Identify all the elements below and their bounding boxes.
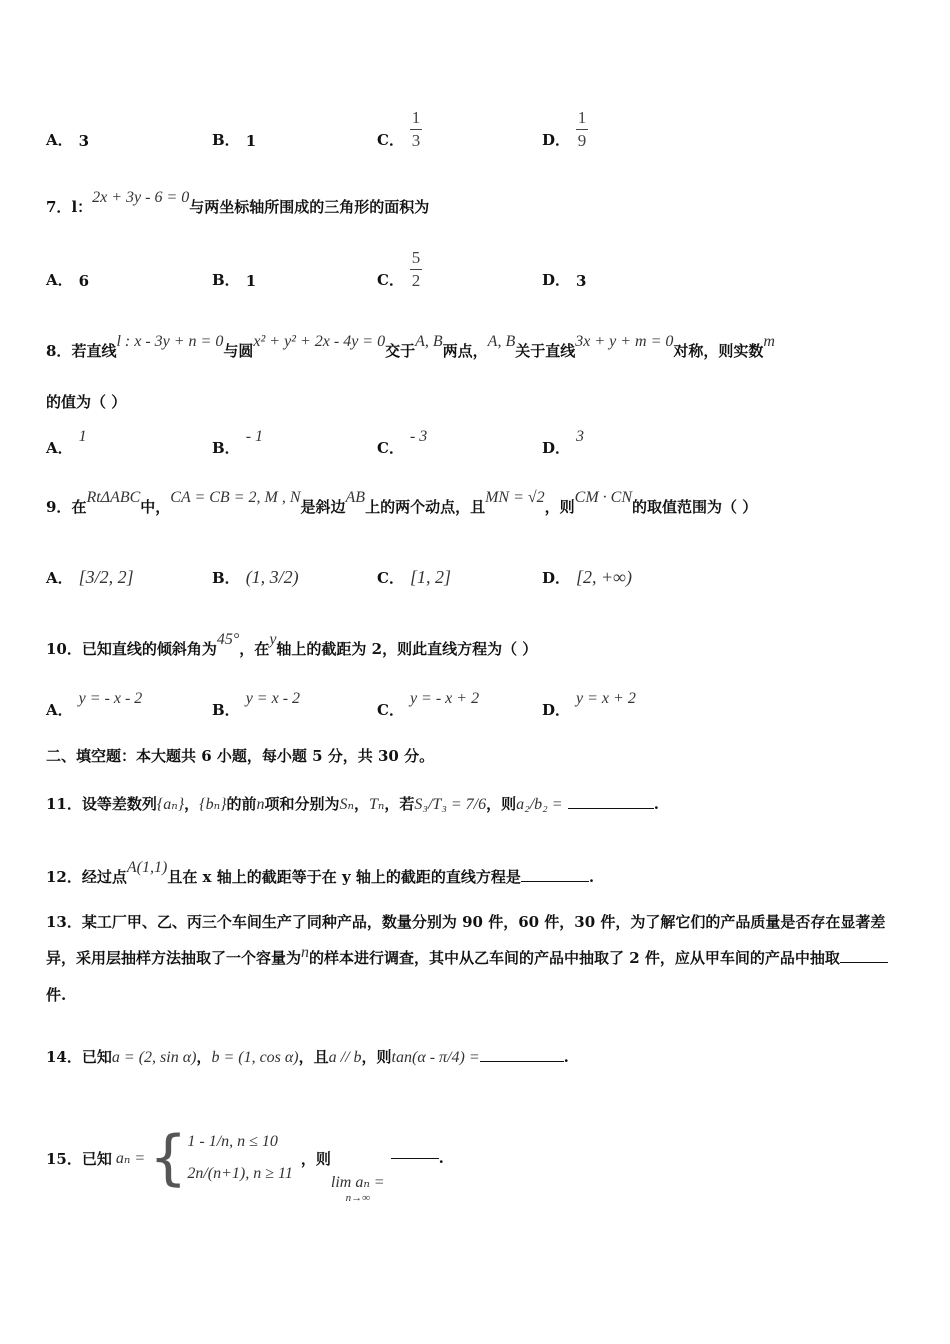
q8-option-a: A． 1 [46, 428, 87, 457]
q8-option-b: B． - 1 [212, 428, 264, 457]
q9-question: 9．在RtΔABC中，CA = CB = 2, M , N是斜边AB上的两个动点，且MN = √2，则CM · CN的取值范围为（ ） [46, 489, 758, 516]
q10-question: 10．已知直线的倾斜角为45°，在y轴上的截距为 2，则此直线方程为（ ） [46, 631, 538, 658]
q6-options [46, 100, 910, 150]
cases-brace: { [149, 1123, 188, 1193]
q7-question: 7．l：2x + 3y - 6 = 0与两坐标轴所围成的三角形的面积为 [46, 189, 430, 216]
q10-option-b: B． y = x - 2 [212, 690, 301, 719]
answer-blank[interactable] [391, 1158, 439, 1159]
q8-option-d: D． 3 [542, 428, 585, 457]
q15-question: 15． 已知 aₙ = { 1 - 1/n, n ≤ 10 2n/(n+1), n ≥ 11 ，则 lim aₙ = n→∞ . [46, 1123, 444, 1204]
answer-blank[interactable] [840, 962, 888, 963]
answer-blank[interactable] [521, 881, 589, 882]
limit-expression: lim aₙ = n→∞ [330, 1174, 385, 1204]
q11-question: 11．设等差数列{aₙ}，{bₙ}的前n项和分别为Sₙ，Tₙ，若S₃/T₃ = 7/6，则a₂/b₂ = . [46, 795, 659, 813]
answer-blank[interactable] [568, 808, 654, 809]
q10-option-d: D． y = x + 2 [542, 690, 636, 719]
fraction: $\frac{1}{9}$ [577, 108, 587, 151]
q6-option-b: B． 1 [212, 131, 257, 150]
q9-option-d: D． [2, +∞) [542, 567, 632, 587]
q9-option-a: A． [3/2, 2] [46, 567, 134, 587]
q7-options [46, 240, 910, 290]
answer-blank[interactable] [480, 1061, 564, 1062]
q12-question: 12．经过点A(1,1)且在 x 轴上的截距等于在 y 轴上的截距的直线方程是 . [46, 859, 595, 886]
q8-question: 8．若直线l : x - 3y + n = 0与圆x² + y² + 2x - 4y = 0交于A, B两点，A, B关于直线3x + y + m = 0对称，则实数m [46, 333, 775, 360]
q6-option-d: D． $\frac{1}{9}$ [542, 108, 587, 151]
q6-option-a: A． 3 [46, 131, 90, 150]
q9-option-b: B． (1, 3/2) [212, 567, 299, 587]
q7-option-c: C． $\frac{5}{2}$ [377, 248, 421, 291]
q9-options [46, 538, 910, 588]
q14-question: 14．已知a = (2, sin α)，b = (1, cos α)，且a // b，则tan(α - π/4) = . [46, 1048, 569, 1066]
section-heading: 二、填空题：本大题共 6 小题，每小题 5 分，共 30 分。 [46, 747, 435, 765]
q6-option-c: C． $\frac{1}{3}$ [377, 108, 421, 151]
q13-question: 13．某工厂甲、乙、丙三个车间生产了同种产品，数量分别为 90 件，60 件，30 件，为了解它们的产品质量是否存在显著差异，采用层抽样方法抽取了一个容量为n的样本进行调查，其中从乙车间的产品中抽取了 2 件，应从甲车间的产品中抽取件. [46, 904, 908, 1013]
q7-option-a: A． 6 [46, 271, 90, 290]
q8-question-cont: 的值为（ ） [46, 393, 127, 411]
q10-options [46, 670, 910, 720]
fraction: $\frac{5}{2}$ [411, 248, 421, 291]
q7-option-d: D． 3 [542, 271, 587, 290]
q8-option-c: C． - 3 [377, 428, 428, 457]
q10-option-a: A． y = - x - 2 [46, 690, 143, 719]
q10-option-c: C． y = - x + 2 [377, 690, 480, 719]
q7-option-b: B． 1 [212, 271, 257, 290]
q8-options [46, 408, 910, 458]
piecewise-cases: 1 - 1/n, n ≤ 10 2n/(n+1), n ≥ 11 [187, 1133, 293, 1182]
fraction: $\frac{1}{3}$ [411, 108, 421, 151]
q9-option-c: C． [1, 2] [377, 567, 451, 587]
